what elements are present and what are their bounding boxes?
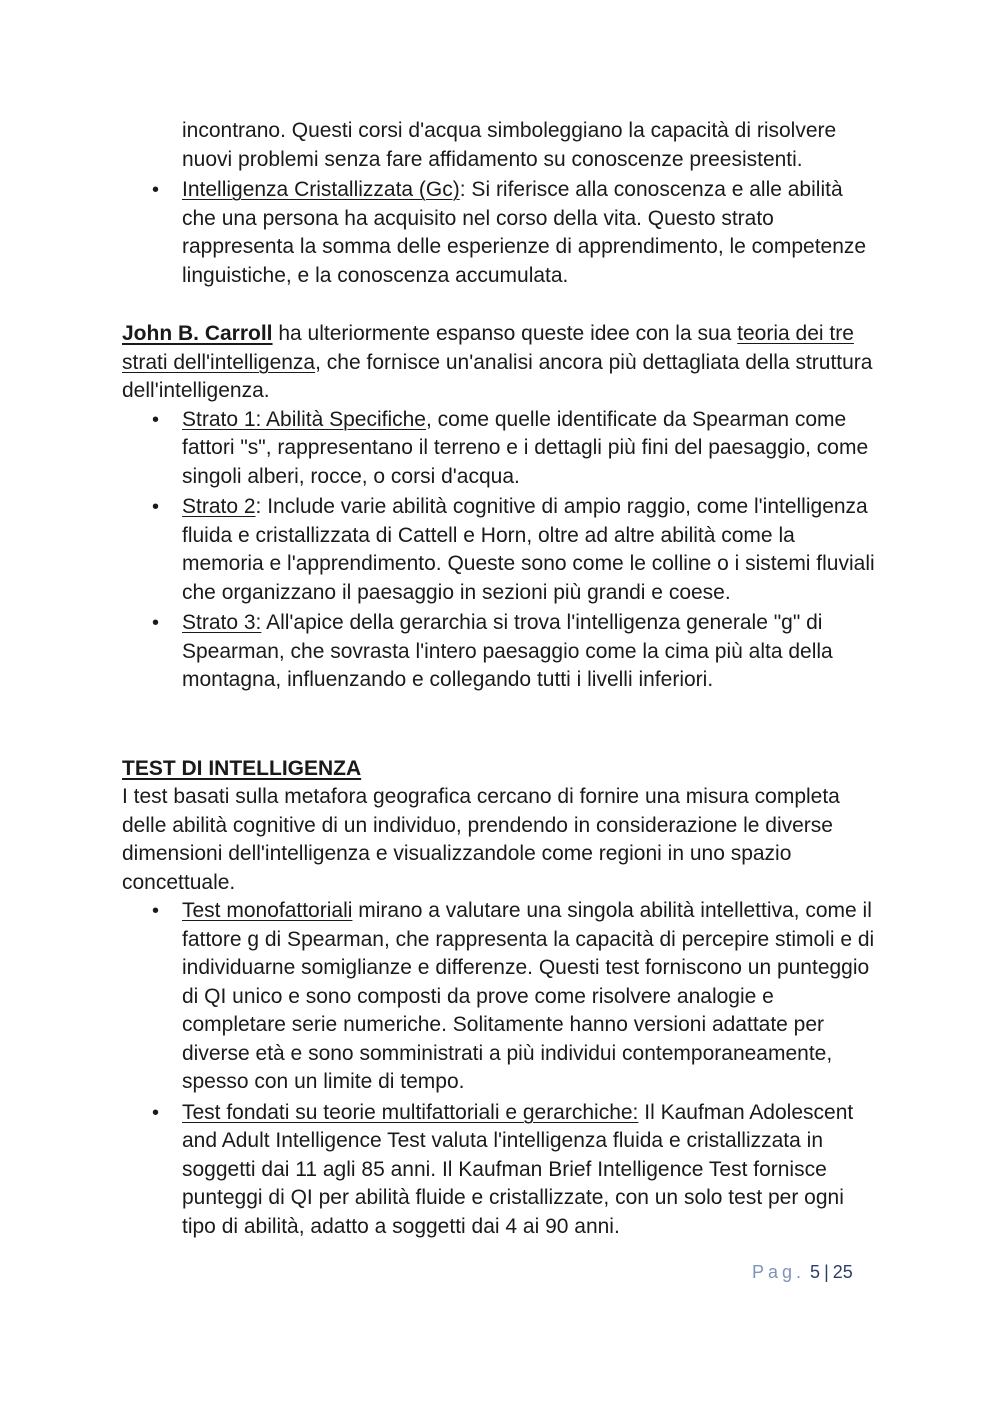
page-separator: | (824, 1262, 829, 1282)
list-item-stratum-1 (122, 406, 882, 492)
term-stratum-1: Strato 1: Abilità Specifiche (182, 407, 426, 431)
bullet-icon: • (152, 408, 160, 431)
author-name-carroll: John B. Carroll (122, 322, 273, 345)
current-page-number: 5 (810, 1262, 821, 1282)
list-item-multifactorial (122, 1099, 882, 1242)
spacer (122, 292, 882, 320)
list-item-text: : Si riferisce alla conoscenza e alle abilità che una persona ha acquisito nel corso della vita. Questo strato rappresenta la somma delle esperienze di apprendimento, le competenze linguistiche, e la conoscenza accumulata. (182, 178, 867, 287)
bullet-icon: • (152, 1101, 160, 1124)
term-stratum-3: Strato 3: (182, 611, 262, 634)
bullet-icon: • (152, 179, 160, 201)
term-monofactorial-tests: Test monofattoriali (182, 899, 353, 922)
list-item-text: : Include varie abilità cognitive di ampio raggio, come l'intelligenza fluida e cristallizzata di Cattell e Horn, oltre ad altre abilità come la memoria e l'apprendimento. Queste sono come le colline o i sistemi fluviali che organizzano il paesaggio in sezioni più grandi e coese. (182, 495, 875, 604)
carroll-paragraph (122, 320, 882, 406)
paragraph-text: , che fornisce un'analisi ancora più dettagliata della struttura dell'intelligenza. (122, 350, 873, 402)
tests-intro-paragraph: I test basati sulla metafora geografica cercano di fornire una misura completa delle abilità cognitive di un individuo, prendendo in considerazione le diverse dimensioni dell'intelligenza e visualizzandole come regioni in uno spazio concettuale. (122, 785, 840, 894)
heading-tests: TEST DI INTELLIGENZA (122, 756, 362, 780)
bullet-icon: • (152, 496, 160, 518)
term-crystallized-intelligence: Intelligenza Cristallizzata (Gc) (182, 178, 460, 201)
term-multifactorial-tests: Test fondati su teorie multifattoriali e gerarchiche: (182, 1100, 639, 1124)
gf-gc-bullet-list (122, 117, 882, 290)
strata-bullet-list (122, 406, 882, 695)
page-content (122, 117, 882, 1243)
list-item-text: mirano a valutare una singola abilità intellettiva, come il fattore g di Spearman, che rappresenta la capacità di percepire stimoli e di individuarne somiglianze e differenze. Questi test forniscono un punteggio di QI unico e sono composti da prove come risolvere analogie e completare serie numeriche. Solitamente hanno versioni adattate per diverse età e sono somministrati a più individui contemporaneamente, spesso con un limite di tempo. (182, 899, 875, 1093)
list-item-gf-continuation (122, 117, 882, 174)
list-item-text: Il Kaufman Adolescent and Adult Intelligence Test valuta l'intelligenza fluida e cristallizzata in soggetti dai 11 agli 85 anni. Il Kaufman Brief Intelligence Test fornisce punteggi di QI per abilità fluide e cristallizzate, con un solo test per ogni tipo di abilità, adatto a soggetti dai 4 ai 90 anni. (182, 1100, 854, 1238)
bullet-icon: • (152, 900, 160, 922)
page-label: Pag. (752, 1262, 806, 1282)
list-item-text: , come quelle identificate da Spearman come fattori "s", rappresentano il terreno e i dettagli più fini del paesaggio, come singoli alberi, rocce, o corsi d'acqua. (182, 407, 869, 488)
list-item-monofactorial (122, 897, 882, 1097)
list-item-gc (122, 176, 882, 290)
list-item-text: incontrano. Questi corsi d'acqua simboleggiano la capacità di risolvere nuovi problemi senza fare affidamento su conoscenze preesistenti. (182, 119, 837, 171)
paragraph-text: ha ulteriormente espanso queste idee con la sua (272, 322, 738, 345)
term-stratum-2: Strato 2 (182, 495, 256, 518)
list-item-stratum-2 (122, 493, 882, 607)
term-three-strata-theory: teoria dei tre strati dell'intelligenza (122, 322, 854, 374)
list-item-text: All'apice della gerarchia si trova l'intelligenza generale "g" di Spearman, che sovrasta l'intero paesaggio come la cima più alta della montagna, influenzando e collegando tutti i livelli inferiori. (182, 611, 833, 691)
section-heading (122, 755, 882, 784)
tests-bullet-list (122, 897, 882, 1241)
list-item-stratum-3 (122, 609, 882, 695)
bullet-icon: • (152, 612, 160, 634)
spacer (122, 697, 882, 755)
total-pages-number: 25 (832, 1262, 853, 1282)
page-footer (752, 1262, 853, 1283)
